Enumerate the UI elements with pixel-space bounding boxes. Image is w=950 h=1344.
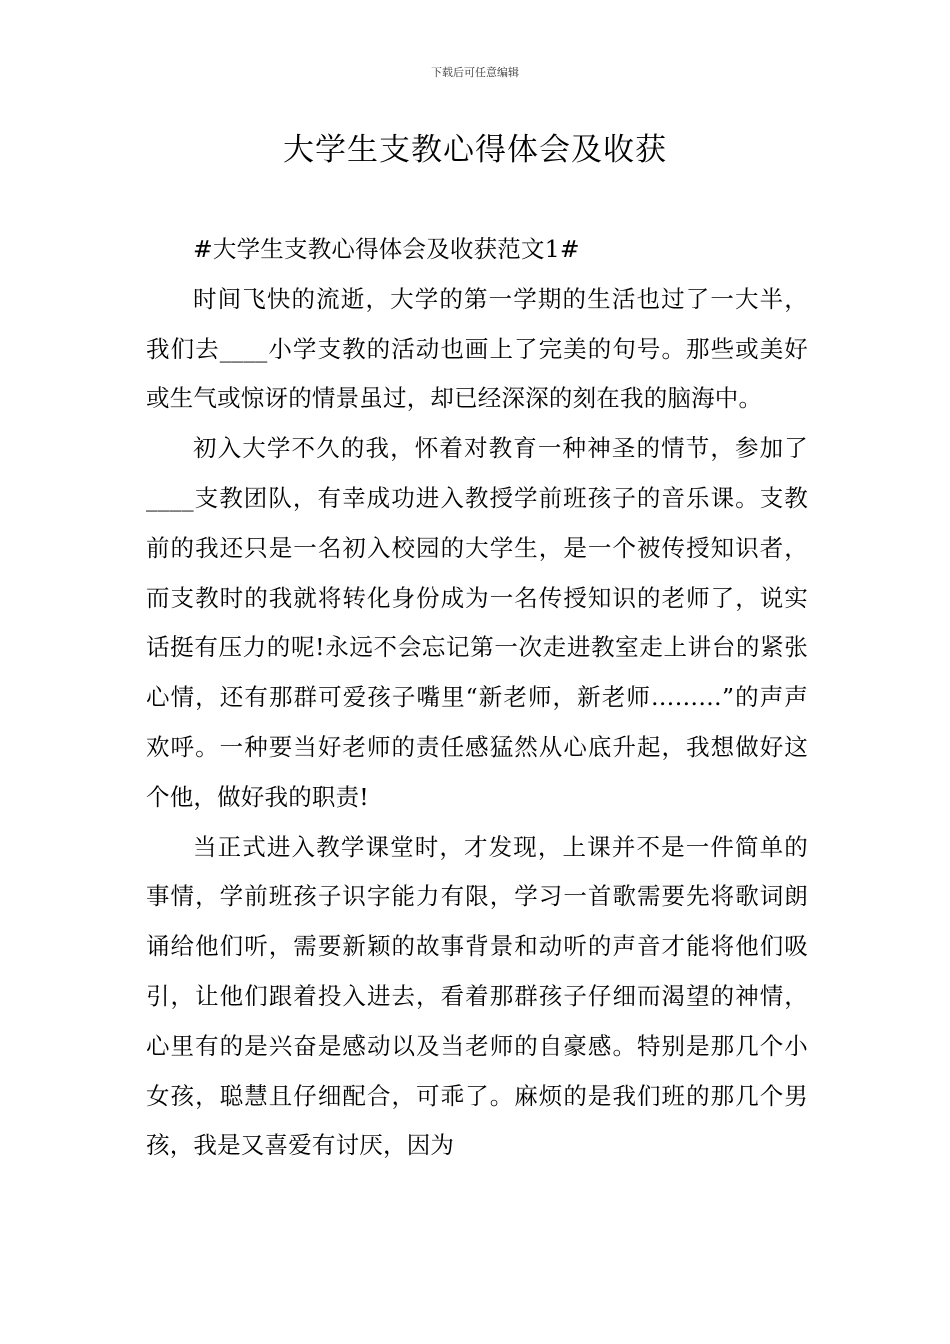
paragraph: 当正式进入教学课堂时，才发现，上课并不是一件简单的事情，学前班孩子识字能力有限，学习一首歌需要先将歌词朗诵给他们听，需要新颖的故事背景和动听的声音才能将他们吸引，让他们跟着投入进去，看着那群孩子仔细而渴望的神情，心里有的是兴奋是感动以及当老师的自豪感。特别是那几个小女孩，聪慧且仔细配合，可乖了。麻烦的是我们班的那几个男孩，我是又喜爱有讨厌，因为 [146,832,808,1160]
section-heading: #大学生支教心得体会及收获范文1# [193,235,580,263]
document-title: 大学生支教心得体会及收获 [283,132,667,168]
header-note: 下载后可任意编辑 [431,66,519,79]
paragraph: 初入大学不久的我，怀着对教育一种神圣的情节，参加了____支教团队，有幸成功进入教授学前班孩子的音乐课。支教前的我还只是一名初入校园的大学生，是一个被传授知识者，而支教时的我就将转化身份成为一名传授知识的老师了，说实话挺有压力的呢!永远不会忘记第一次走进教室走上讲台的紧张心情，还有那群可爱孩子嘴里“新老师，新老师………”的声声欢呼。一种要当好老师的责任感猛然从心底升起，我想做好这个他，做好我的职责! [146,434,808,811]
paragraph: 时间飞快的流逝，大学的第一学期的生活也过了一大半，我们去____小学支教的活动也画上了完美的句号。那些或美好或生气或惊讶的情景虽过，却已经深深的刻在我的脑海中。 [146,284,808,413]
document-body [146,225,808,1171]
